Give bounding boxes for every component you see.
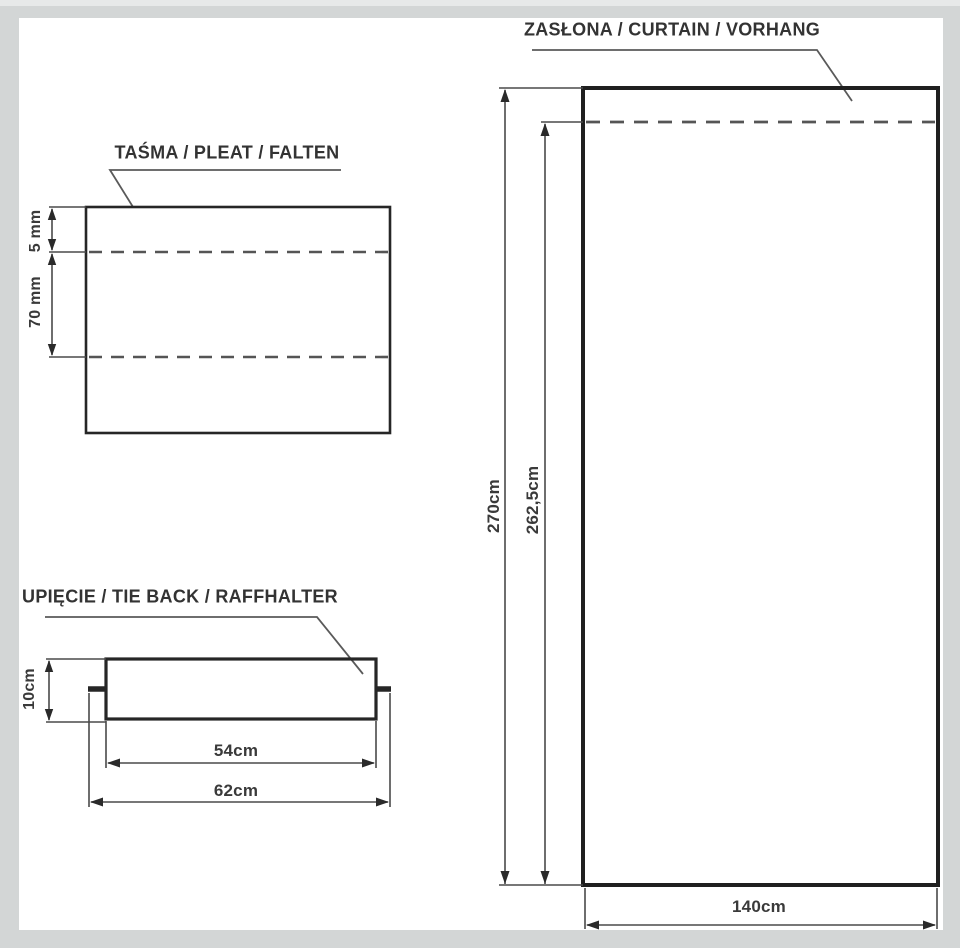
dim-label-5mm: 5 mm (27, 209, 44, 253)
curtain-leader-line (532, 50, 852, 101)
dim-label-10cm: 10cm (21, 668, 38, 710)
pleat-leader-line (110, 170, 341, 207)
tieback-drawing (45, 617, 391, 807)
dim-label-62cm: 62cm (213, 781, 259, 800)
dim-label-70mm: 70 mm (27, 276, 44, 328)
dim-label-54cm: 54cm (213, 741, 259, 760)
dim-label-262cm: 262,5cm (523, 465, 542, 535)
dim-label-270cm: 270cm (484, 479, 503, 533)
tieback-rect (106, 659, 376, 719)
tieback-leader-line (45, 617, 363, 674)
tieback-label: UPIĘCIE / TIE BACK / RAFFHALTER (22, 586, 338, 607)
curtain-drawing (499, 50, 938, 930)
pleat-label: TAŚMA / PLEAT / FALTEN (114, 142, 340, 163)
dim-label-140cm: 140cm (732, 897, 786, 916)
pleat-drawing (48, 170, 390, 433)
curtain-label: ZASŁONA / CURTAIN / VORHANG (523, 19, 821, 40)
pleat-rect (86, 207, 390, 433)
curtain-rect (583, 88, 938, 885)
